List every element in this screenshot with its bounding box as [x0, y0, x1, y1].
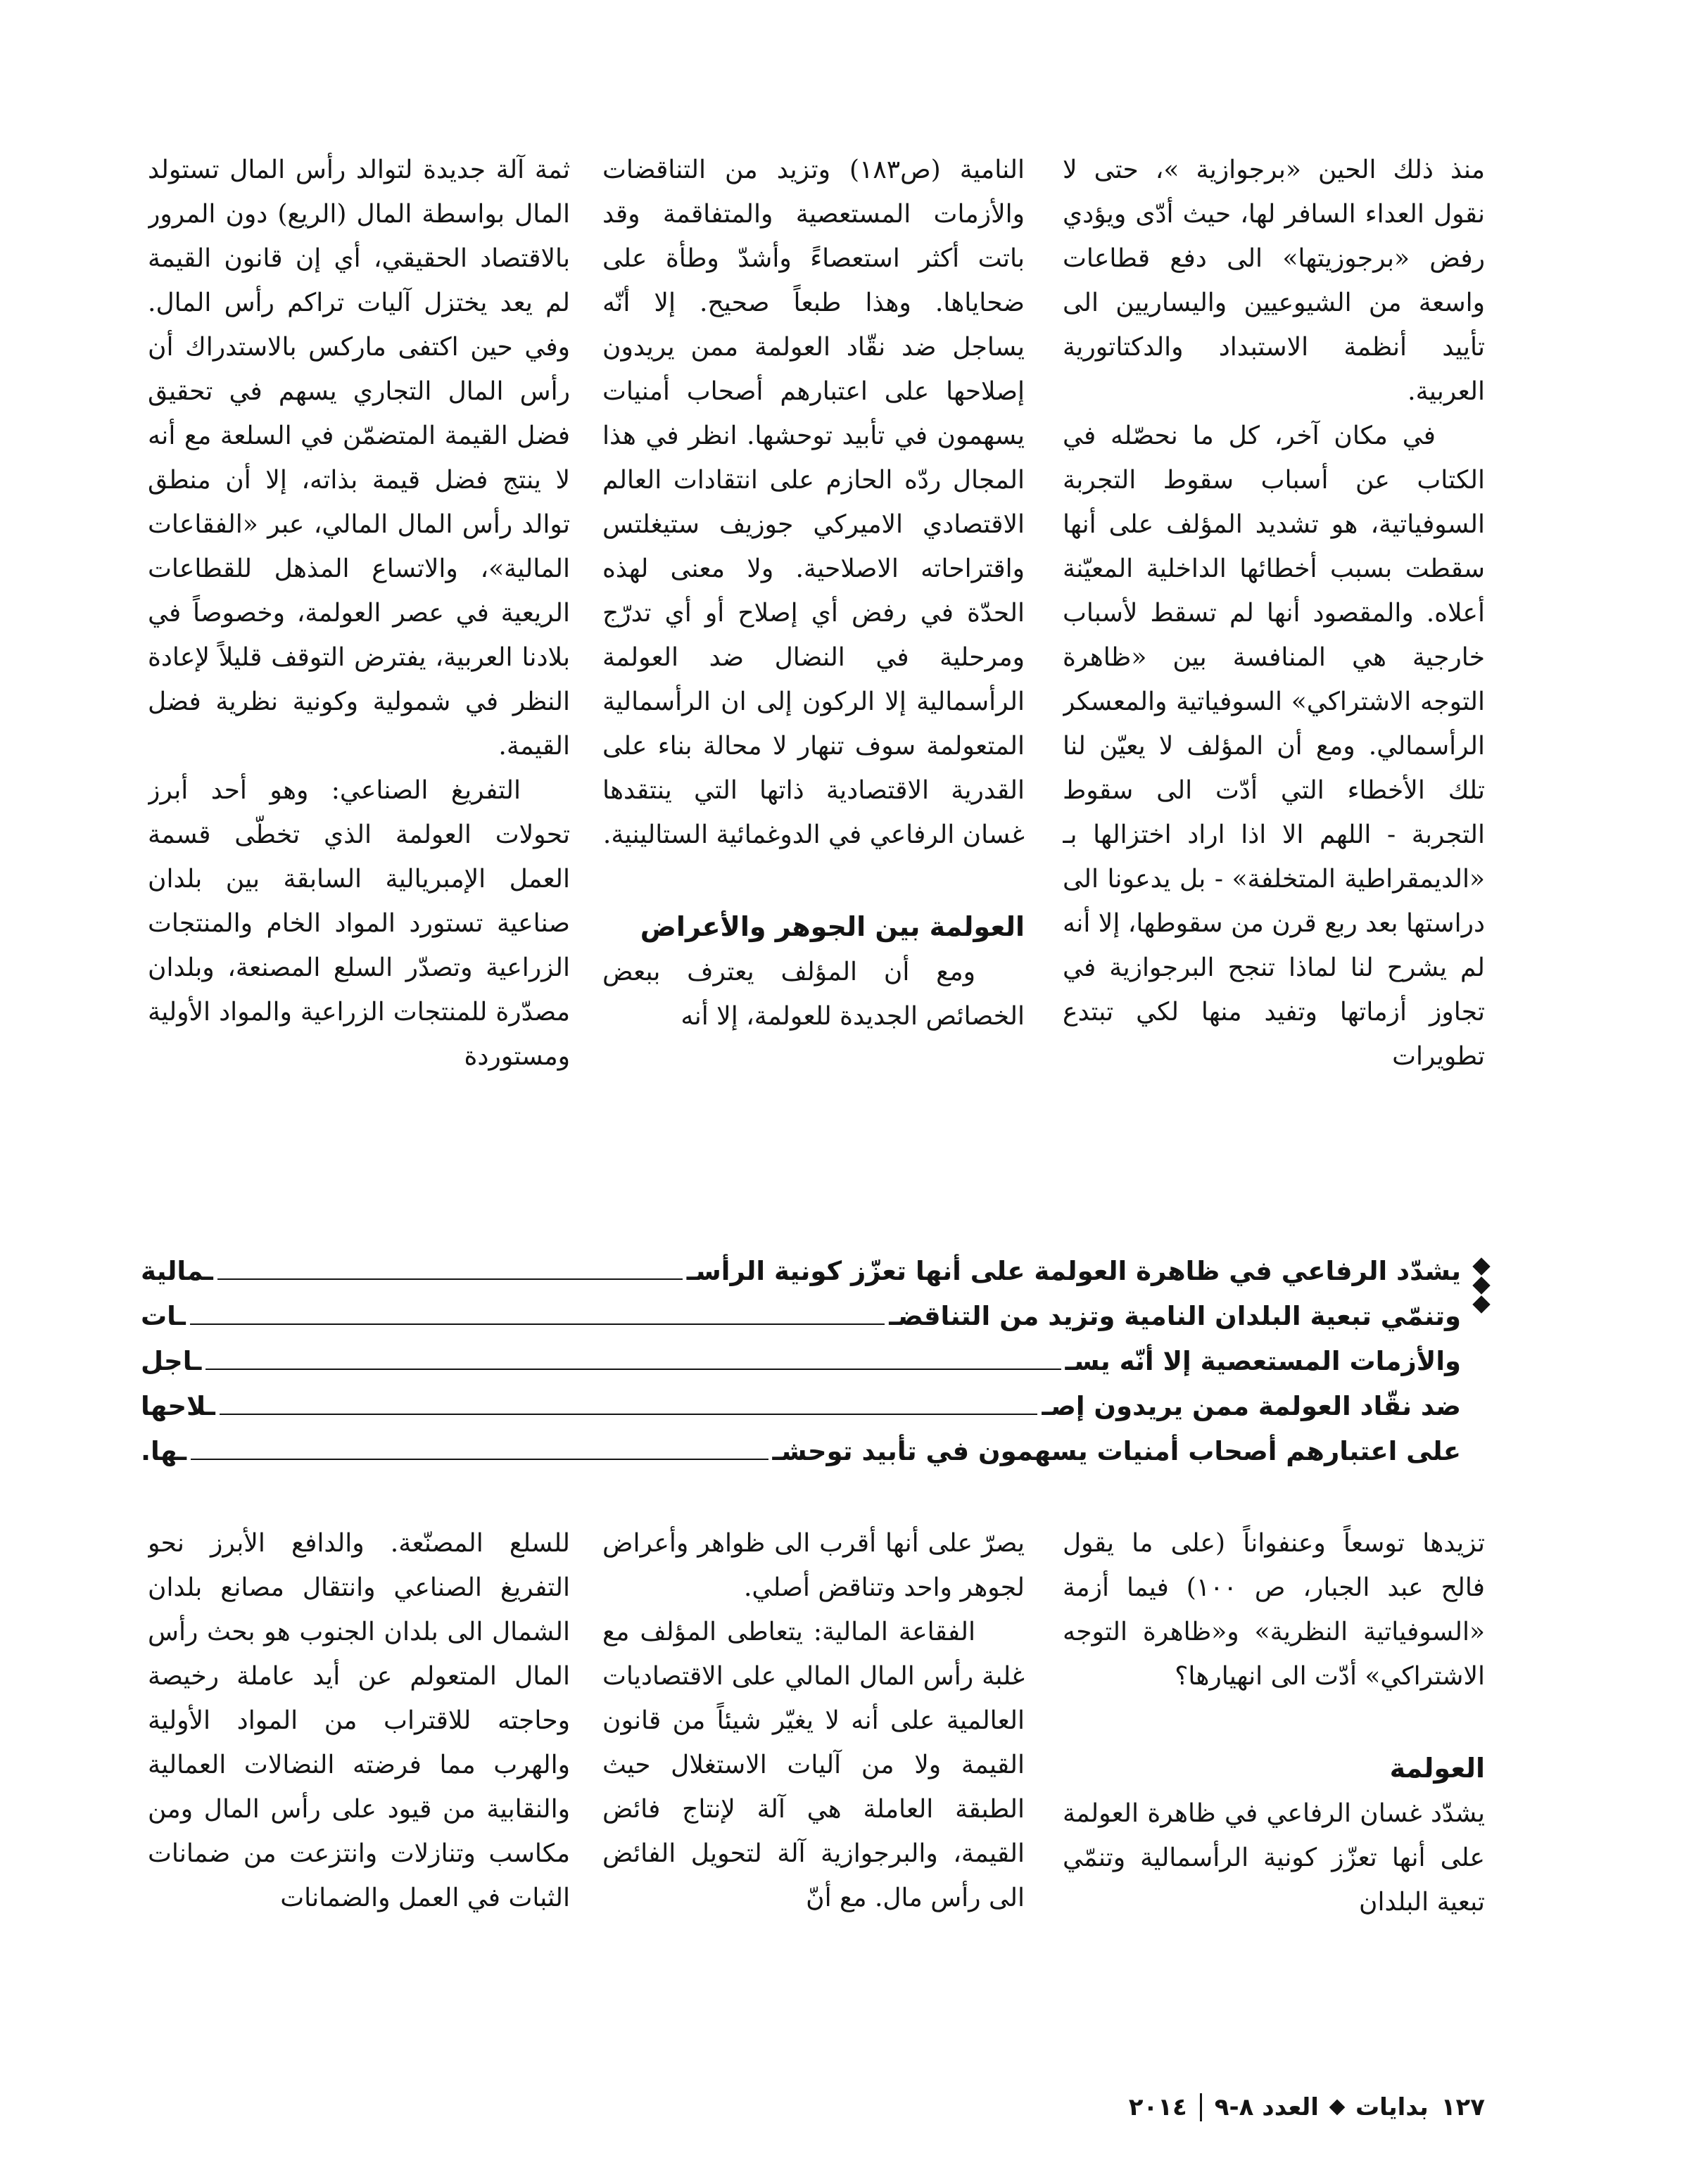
magazine-name: بدايات [1355, 2093, 1429, 2121]
paragraph: النامية (ص١٨٣) وتزيد من التناقضات والأزمات المستعصية والمتفاقمة وقد باتت أكثر استعصاءً وأشدّ وطأة على ضحاياها. وهذا طبعاً صحيح. إلا أنّه يساجل ضد نقّاد العولمة ممن يريدون إصلاحها على اعتبارهم أصحاب أمنيات يسهمون في تأبيد توحشها. انظر في هذا المجال ردّه الحازم على انتقادات العالم الاقتصادي الاميركي جوزيف ستيغلتس واقتراحاته الاصلاحية. ولا معنى لهذه الحدّة في رفض أي إصلاح أو أي تدرّج ومرحلية في النضال ضد العولمة الرأسمالية إلا الركون إلى ان الرأسمالية المتعولمة سوف تنهار لا محالة بناء على القدرية الاقتصادية ذاتها التي ينتقدها غسان الرفاعي في الدوغمائية الستالينية. [602, 155, 1025, 849]
page-number: ١٢٧ [1441, 2093, 1485, 2121]
section-heading: العولمة [1389, 1753, 1485, 1784]
article-column-bottom-left [148, 1521, 570, 2056]
paragraph: للسلع المصنّعة. والدافع الأبرز نحو التفريغ الصناعي وانتقال مصانع بلدان الشمال الى بلدان الجنوب هو بحث رأس المال المتعولم عن أيد عاملة رخيصة وحاجته للاقتراب من المواد الأولية والهرب مما فرضته النضالات العمالية والنقابية من قيود على رأس المال ومن مكاسب وتنازلات وانتزعت من ضمانات الثبات في العمل والضمانات [148, 1529, 570, 1912]
paragraph: تزيدها توسعاً وعنفواناً (على ما يقول فالح عبد الجبار، ص ١٠٠) فيما أزمة «السوفياتية النظرية» و«ظاهرة التوجه الاشتراكي» أدّت الى انهيارها؟ [1063, 1529, 1485, 1691]
issue-number: العدد ٨-٩ [1214, 2093, 1319, 2121]
pull-quote-diamond-icon [1471, 1257, 1492, 1317]
paragraph: منذ ذلك الحين «برجوازية »، حتى لا نقول العداء السافر لها، حيث أدّى ويؤدي رفض «برجوزيتها» الى دفع قطاعات واسعة من الشيوعيين واليساريين الى تأييد أنظمة الاستبداد والدكتاتورية العربية. [1063, 155, 1485, 406]
pull-quote-line: ضد نقّاد العولمة ممن يريدون إصـ ـلاحها [141, 1390, 1461, 1421]
article-column-top-middle [602, 148, 1025, 1228]
pull-quote-line: والأزمات المستعصية إلا أنّه يسـ ـاجل [141, 1345, 1461, 1376]
spacer [602, 857, 1025, 903]
pull-quote-line: يشدّد الرفاعي في ظاهرة العولمة على أنها تعزّز كونية الرأسـ ـمالية [141, 1255, 1461, 1286]
paragraph: ومع أن المؤلف يعترف ببعض الخصائص الجديدة للعولمة، إلا أنه [602, 958, 1025, 1031]
pull-quote-line: وتنمّي تبعية البلدان النامية وتزيد من التناقضـ ـات [141, 1300, 1461, 1331]
section-heading: العولمة بين الجوهر والأعراض [640, 911, 1025, 942]
diamond-icon [1329, 2100, 1346, 2116]
article-column-top-left [148, 148, 570, 1228]
pull-quote-line: على اعتبارهم أصحاب أمنيات يسهمون في تأبيد توحشـ ـها. [141, 1435, 1461, 1466]
article-column-top-right [1063, 148, 1485, 1228]
paragraph: يشدّد غسان الرفاعي في ظاهرة العولمة على أنها تعزّز كونية الرأسمالية وتنمّي تبعية البلدان [1063, 1799, 1485, 1917]
paragraph: التفريغ الصناعي: وهو أحد أبرز تحولات العولمة الذي تخطّى قسمة العمل الإمبريالية السابقة بين بلدان صناعية تستورد المواد الخام والمنتجات الزراعية وتصدّر السلع المصنعة، وبلدان مصدّرة للمنتجات الزراعية والمواد الأولية ومستوردة [148, 776, 570, 1071]
spacer [1063, 1699, 1485, 1745]
paragraph: ثمة آلة جديدة لتوالد رأس المال تستولد المال بواسطة المال (الريع) دون المرور بالاقتصاد الحقيقي، أي إن قانون القيمة لم يعد يختزل آليات تراكم رأس المال. وفي حين اكتفى ماركس بالاستدراك أن رأس المال التجاري يسهم في تحقيق فضل القيمة المتضمّن في السلعة مع أنه لا ينتج فضل قيمة بذاته، إلا أن منطق توالد رأس المال المالي، عبر «الفقاعات المالية»، والاتساع المذهل للقطاعات الريعية في عصر العولمة، وخصوصاً في بلادنا العربية، يفترض التوقف قليلاً لإعادة النظر في شمولية وكونية نظرية فضل القيمة. [148, 155, 570, 761]
pull-quote [141, 1249, 1492, 1488]
divider [1200, 2093, 1202, 2121]
page-footer [1129, 2093, 1485, 2121]
paragraph: في مكان آخر، كل ما نحصّله في الكتاب عن أسباب سقوط التجربة السوفياتية، هو تشديد المؤلف على أنها سقطت بسبب أخطائها الداخلية المعيّنة أعلاه. والمقصود أنها لم تسقط لأسباب خارجية هي المنافسة بين «ظاهرة التوجه الاشتراكي» السوفياتية والمعسكر الرأسمالي. ومع أن المؤلف لا يعيّن لنا تلك الأخطاء التي أدّت الى سقوط التجربة - اللهم الا اذا اراد اختزالها بـ «الديمقراطية المتخلفة» - بل يدعونا الى دراستها بعد ربع قرن من سقوطها، إلا أنه لم يشرح لنا لماذا تنجح البرجوازية في تجاوز أزماتها وتفيد منها لكي تبتدع تطويرات [1063, 421, 1485, 1071]
paragraph: يصرّ على أنها أقرب الى ظواهر وأعراض لجوهر واحد وتناقض أصلي. [602, 1529, 1025, 1602]
article-column-bottom-right [1063, 1521, 1485, 2056]
article-column-bottom-middle [602, 1521, 1025, 2056]
paragraph: الفقاعة المالية: يتعاطى المؤلف مع غلبة رأس المال المالي على الاقتصاديات العالمية على أنه لا يغيّر شيئاً من قانون القيمة ولا من آليات الاستغلال حيث الطبقة العاملة هي آلة لإنتاج فائض القيمة، والبرجوازية آلة لتحويل الفائض الى رأس مال. مع أنّ [602, 1618, 1025, 1912]
issue-year: ٢٠١٤ [1128, 2093, 1187, 2121]
